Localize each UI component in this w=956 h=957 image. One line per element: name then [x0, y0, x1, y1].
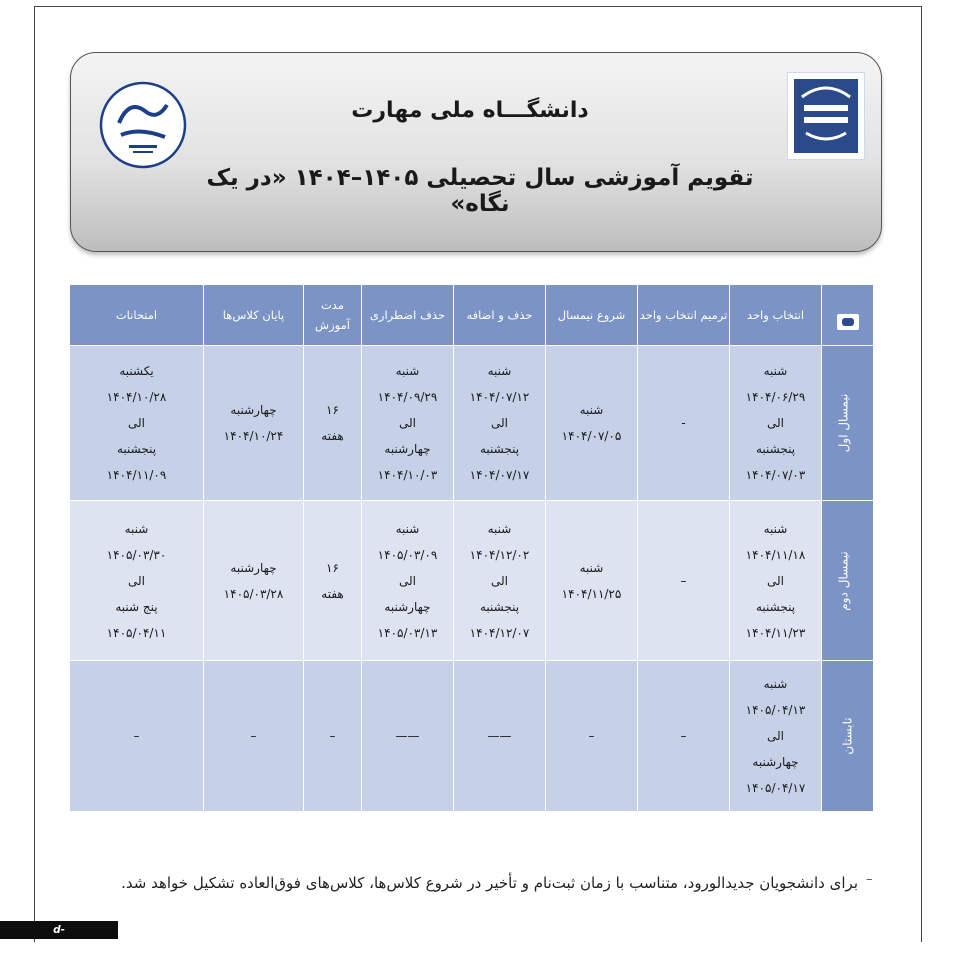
- cell-line: ۱۴۰۴/۱۱/۲۳: [745, 625, 806, 640]
- table-cell: [362, 500, 454, 661]
- table-cell: [546, 500, 638, 661]
- table-cell: [204, 346, 304, 501]
- cell-line: الی: [767, 729, 784, 744]
- cell-line: ۱۴۰۴/۱۰/۲۸: [106, 389, 167, 404]
- cell-line: شنبه: [579, 560, 604, 575]
- cell-line: شنبه: [395, 363, 420, 378]
- row-header: [822, 500, 874, 661]
- cell-line: –: [680, 573, 687, 588]
- table-cell: [70, 661, 204, 812]
- cell-line: ۱۴۰۴/۱۰/۰۳: [377, 467, 438, 482]
- cell-line: الی: [767, 415, 784, 430]
- cell-line: چهارشنبه: [230, 560, 277, 575]
- column-header: شروع نیمسال: [546, 285, 638, 346]
- cell-line: ۱۴۰۴/۰۷/۰۵: [561, 428, 622, 443]
- cell-line: ۱۴۰۴/۰۶/۲۹: [745, 389, 806, 404]
- table-cell: [638, 346, 730, 501]
- cell-line: الی: [399, 415, 416, 430]
- footnote-text: برای دانشجویان جدیدالورود، متناسب با زمان ثبت‌نام و تأخیر در شروع کلاس‌ها، کلاس‌های فوق‌العاده تشکیل خواهد شد.: [121, 874, 858, 892]
- cell-line: ۱۴۰۵/۰۴/۱۱: [106, 625, 167, 640]
- table-cell: [454, 661, 546, 812]
- cell-line: شنبه: [487, 521, 512, 536]
- cell-line: –: [588, 729, 595, 744]
- cell-line: ۱۴۰۵/۰۳/۲۸: [223, 586, 284, 601]
- source-watermark: d-shahreza.tvu.ac.ir: [0, 921, 118, 939]
- academic-calendar-table: [69, 284, 874, 812]
- table-cell: [454, 346, 546, 501]
- header-banner: [70, 52, 882, 252]
- cell-line: پنجشنبه: [755, 441, 796, 456]
- row-label: تابستان: [840, 717, 855, 755]
- cell-line: شنبه: [395, 521, 420, 536]
- row-header: [822, 661, 874, 812]
- cell-line: پنجشنبه: [479, 599, 520, 614]
- cell-line: الی: [128, 415, 145, 430]
- logo-icon: [837, 314, 859, 330]
- cell-line: ۱۴۰۵/۰۴/۱۷: [745, 781, 806, 796]
- cell-line: ۱۴۰۵/۰۳/۰۹: [377, 547, 438, 562]
- cell-line: هفته: [321, 586, 344, 601]
- table-cell: [546, 661, 638, 812]
- cell-line: ۱۴۰۴/۰۹/۲۹: [377, 389, 438, 404]
- column-header: امتحانات: [70, 285, 204, 346]
- cell-line: شنبه: [579, 402, 604, 417]
- table-row: [70, 661, 874, 812]
- row-label: نیمسال اول: [836, 393, 851, 453]
- cell-line: -: [681, 415, 686, 430]
- cell-line: پنجشنبه: [479, 441, 520, 456]
- table-cell: [304, 346, 362, 501]
- table-corner: [822, 285, 874, 346]
- university-title: دانشگـــاه ملی مهارت: [351, 98, 589, 123]
- column-header: حذف اضطراری: [362, 285, 454, 346]
- cell-line: شنبه: [763, 363, 788, 378]
- cell-line: شنبه: [763, 677, 788, 692]
- table-cell: [730, 500, 822, 661]
- table-row: [70, 346, 874, 501]
- cell-line: الی: [128, 573, 145, 588]
- cell-line: ۱۴۰۵/۰۳/۱۳: [377, 625, 438, 640]
- column-header: مدت آموزش: [304, 285, 362, 346]
- cell-line: پنجشنبه: [755, 599, 796, 614]
- table-cell: [730, 346, 822, 501]
- cell-line: ۱۶: [326, 560, 339, 575]
- cell-line: –: [329, 729, 336, 744]
- cell-line: –: [250, 729, 257, 744]
- table-cell: [70, 500, 204, 661]
- column-header: انتخاب واحد: [730, 285, 822, 346]
- cell-line: هفته: [321, 428, 344, 443]
- cell-line: ——: [487, 729, 512, 744]
- row-header: [822, 346, 874, 501]
- cell-line: ۱۴۰۵/۰۳/۳۰: [106, 547, 167, 562]
- table-cell: [70, 346, 204, 501]
- cell-line: شنبه: [487, 363, 512, 378]
- row-label: نیمسال دوم: [836, 550, 851, 611]
- table-cell: [730, 661, 822, 812]
- cell-line: چهارشنبه: [230, 402, 277, 417]
- cell-line: الی: [399, 573, 416, 588]
- column-header: پایان کلاس‌ها: [204, 285, 304, 346]
- table-cell: [362, 346, 454, 501]
- cell-line: ۱۴۰۵/۰۴/۱۳: [745, 703, 806, 718]
- table-cell: [304, 500, 362, 661]
- cell-line: چهارشنبه: [384, 441, 431, 456]
- cell-line: ۱۴۰۴/۰۷/۰۳: [745, 467, 806, 482]
- university-logo: [787, 72, 865, 160]
- cell-line: ۱۴۰۴/۱۱/۲۵: [561, 586, 622, 601]
- table-cell: [304, 661, 362, 812]
- table-header-row: [70, 285, 874, 346]
- table-cell: [454, 500, 546, 661]
- cell-line: چهارشنبه: [752, 755, 799, 770]
- cell-line: ۱۶: [326, 402, 339, 417]
- table-cell: [204, 661, 304, 812]
- cell-line: شنبه: [124, 521, 149, 536]
- cell-line: ——: [395, 729, 420, 744]
- table-cell: [638, 500, 730, 661]
- cell-line: چهارشنبه: [384, 599, 431, 614]
- cell-line: ۱۴۰۴/۱۲/۰۲: [469, 547, 530, 562]
- column-header: حذف و اضافه: [454, 285, 546, 346]
- calendar-title: تقویم آموزشی سال تحصیلی ۱۴۰۵–۱۴۰۴ «در یک نگاه»: [206, 165, 754, 217]
- table-row: [70, 500, 874, 661]
- cell-line: الی: [491, 415, 508, 430]
- column-header: ترمیم انتخاب واحد: [638, 285, 730, 346]
- cell-line: ۱۴۰۴/۱۱/۱۸: [745, 547, 806, 562]
- cell-line: یکشنبه: [119, 363, 154, 378]
- table-cell: [362, 661, 454, 812]
- cell-line: –: [133, 729, 140, 744]
- cell-line: الی: [767, 573, 784, 588]
- note-bullet: –: [866, 872, 873, 887]
- cell-line: پنج شنبه: [115, 599, 158, 614]
- table-cell: [546, 346, 638, 501]
- table-cell: [638, 661, 730, 812]
- table-cell: [204, 500, 304, 661]
- cell-line: ۱۴۰۴/۰۷/۱۷: [469, 467, 530, 482]
- asr-daneshjoo-logo: [99, 81, 187, 169]
- cell-line: ۱۴۰۴/۱۱/۰۹: [106, 467, 167, 482]
- cell-line: الی: [491, 573, 508, 588]
- cell-line: پنجشنبه: [116, 441, 157, 456]
- cell-line: –: [680, 729, 687, 744]
- cell-line: شنبه: [763, 521, 788, 536]
- cell-line: ۱۴۰۴/۱۰/۲۴: [223, 428, 284, 443]
- cell-line: ۱۴۰۴/۰۷/۱۲: [469, 389, 530, 404]
- cell-line: ۱۴۰۴/۱۲/۰۷: [469, 625, 530, 640]
